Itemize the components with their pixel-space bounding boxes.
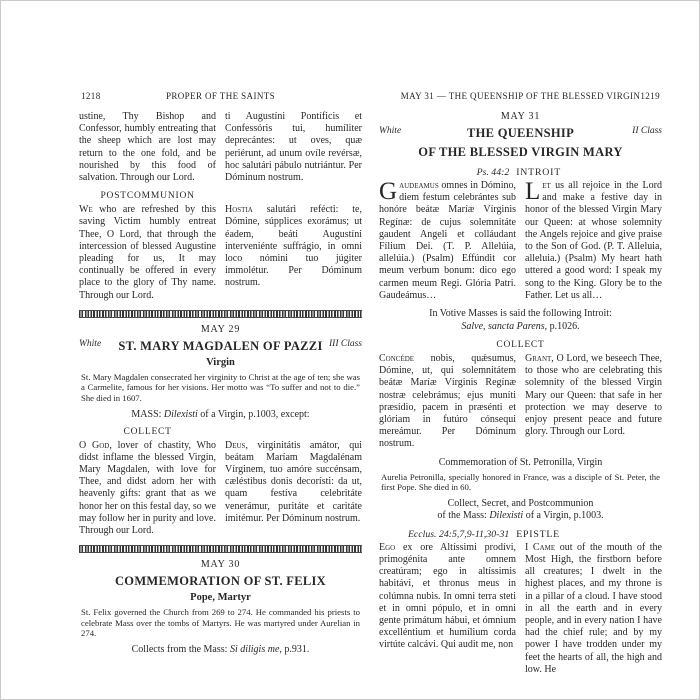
introit-latin-dropcap: G bbox=[379, 178, 398, 205]
epistle-citation-row bbox=[379, 529, 662, 540]
introit-english-dropcap: L bbox=[525, 178, 541, 205]
postcommunion-latin bbox=[225, 204, 362, 302]
augustine-continuation bbox=[79, 111, 362, 184]
may30-date: MAY 30 bbox=[200, 559, 241, 571]
right-running-title: MAY 31 — THE QUEENSHIP OF THE BLESSED VIRGIN bbox=[400, 91, 641, 101]
petronilla-mass-line2-suffix: of a Virgin, p.1003. bbox=[523, 510, 604, 522]
epistle-english-body: out of the mouth of the Most High, the firstborn before all creatures; I dwelt in the highest places, and my throne is in a pillar of a cloud. I have stood in all the earth and in every people, and in every nation I have had the chief rule; and by my power I have trodden under my feet the hearts of all, the high and low. He bbox=[525, 541, 662, 675]
may30-collects-line bbox=[79, 644, 362, 655]
may31-title-line1: THE QUEENSHIP bbox=[466, 126, 575, 140]
right-page bbox=[379, 91, 662, 682]
collect-english-body: , O Lord, we beseech Thee, to those who are celebrating this solemnity of the blessed Virgin Mary our Queen: that safe in her protection we may deserve to enjoy present peace and future glory. Through our Lord. bbox=[525, 353, 662, 438]
petronilla-heading: Commemoration of St. Petronilla, Virgin bbox=[438, 456, 603, 468]
ornament-divider bbox=[79, 545, 362, 553]
epistle-heading: EPISTLE bbox=[516, 528, 560, 540]
right-folio: 1219 bbox=[640, 91, 660, 101]
collect-latin bbox=[379, 353, 516, 451]
may30-biography: St. Felix governed the Church from 269 to 274. He commanded his priests to celebrate Mass over the tombs of Martyrs. He was martyred under Aurelian in 274. bbox=[81, 607, 360, 639]
may31-rubric: White bbox=[379, 126, 402, 136]
introit-citation: Ps. 44:2 bbox=[476, 167, 510, 178]
may31-title-row bbox=[379, 124, 662, 142]
collects-mass-name: Si diligis me bbox=[229, 644, 280, 656]
postcommunion-heading: POSTCOMMUNION bbox=[100, 191, 195, 202]
petronilla-mass-line1: Collect, Secret, and Postcommunion bbox=[447, 497, 594, 509]
petronilla-mass-line bbox=[379, 498, 662, 523]
votive-line2-suffix: , p.1026. bbox=[544, 320, 580, 332]
postcommunion-text bbox=[79, 204, 362, 302]
epistle-citation: Ecclus. 24:5,7,9-11,30-31 bbox=[407, 528, 510, 540]
may31-class: II Class bbox=[632, 126, 662, 136]
may29-date: MAY 29 bbox=[200, 323, 241, 335]
collect-english-lead: Grant bbox=[525, 353, 552, 365]
petronilla-mass-line2-prefix: of the Mass: bbox=[437, 510, 490, 522]
votive-note bbox=[379, 308, 662, 333]
left-running-title: PROPER OF THE SAINTS bbox=[165, 91, 276, 101]
may29-biography: St. Mary Magdalen consecrated her virginity to Christ at the age of ten; she was a Carmelite, famous for her visions. Her motto was “To suffer and not to die.” She died in 1607. bbox=[81, 371, 360, 404]
may30-title-row bbox=[79, 572, 362, 590]
epistle-latin-lead: Ego bbox=[379, 541, 396, 553]
may29-rubric: White bbox=[79, 338, 102, 349]
introit-latin-body: omnes in Dómino, diem festum celebrántes sub honóre beátæ Maríæ Vírginis Regínæ: de cujus solemnitáte gaudent Angeli et colláudant Fílium Dei. (T. P. Allelúia, allelúia.) (Psalm) Effúndit cor meum verbum bonum: dico ego carmen meum Regi. Glória Patri. Gaudeámus… bbox=[379, 180, 516, 301]
introit-english-lead: et bbox=[542, 180, 551, 191]
petronilla-biography: Aurelia Petronilla, specially honored in France, was a disciple of St. Peter, the first Pope. She died in 60. bbox=[381, 471, 660, 493]
may29-collect-latin-lead: Deus bbox=[225, 439, 246, 451]
mass-name: Dilexisti bbox=[163, 408, 198, 420]
may30-title: COMMEMORATION OF ST. FELIX bbox=[114, 574, 327, 589]
left-page bbox=[79, 91, 362, 682]
may31-title-line2: OF THE BLESSED VIRGIN MARY bbox=[418, 145, 623, 159]
postcommunion-english-lead: We bbox=[79, 204, 93, 216]
augustine-latin: ti Augustíni Pontíficis et Confessóris tui, humíliter deprecántes: ut oves, quæ periérunt, ad unum ovíle revérsæ, hoc salutári pábulo nutriántur. Per Dóminum nostrum. bbox=[225, 111, 362, 184]
may29-collect-latin-body: , virginitátis amátor, qui beátam Maríam Magdalénam Vírginem, tuo amóre succénsam, cæléstibus donis decorísti: da ut, quam festíva celebritáte venerámur, puritáte et caritáte imitémur. Per Dóminum nostrum. bbox=[225, 439, 362, 524]
left-running-head bbox=[79, 91, 362, 105]
mass-suffix: of a Virgin, p.1003, except: bbox=[197, 408, 310, 420]
epistle-english-lead: I Came bbox=[525, 541, 556, 553]
petronilla-mass-name: Dilexisti bbox=[489, 510, 524, 522]
may29-class: III Class bbox=[329, 338, 362, 349]
collect-heading: COLLECT bbox=[496, 340, 545, 351]
collect-english bbox=[525, 353, 662, 451]
may29-mass-line bbox=[79, 409, 362, 420]
may29-collect-text bbox=[79, 440, 362, 538]
collect-text bbox=[379, 353, 662, 451]
votive-line1: In Votive Masses is said the following Introit: bbox=[429, 308, 612, 320]
augustine-english: ustine, Thy Bishop and Confessor, humbly entreating that the sheep which are lost may return to the one fold, and be nourished by this food of salvation. Through our Lord. bbox=[79, 111, 216, 184]
left-folio: 1218 bbox=[81, 91, 101, 101]
collect-latin-body: nobis, quǽsumus, Dómine, ut, qui solemnitátem beátæ Maríæ Vírginis Regínæ nostræ celebrámus; ejus muníti præsídio, pacem in præsénti et glóriam in futúro cónsequi mereámur. Per Dóminum nostrum. bbox=[379, 353, 516, 450]
right-running-head bbox=[379, 91, 662, 105]
introit-english bbox=[525, 180, 662, 302]
postcommunion-english-body: who are refreshed by this saving Victim humbly entreat Thee, O Lord, that through the intercession of blessed Augustine pleading for us, It may continually be offered in every place to the glory of Thy name. Through our Lord. bbox=[79, 204, 216, 301]
epistle-latin bbox=[379, 542, 516, 676]
may29-subtitle: Virgin bbox=[206, 356, 235, 368]
may30-subtitle: Pope, Martyr bbox=[190, 592, 251, 604]
may29-title-row bbox=[79, 337, 362, 355]
introit-latin-lead: audeamus bbox=[399, 180, 439, 191]
may29-collect-english-body: , lover of chastity, Who didst inflame the blessed Virgin, Mary Magdalen, with love for Thee, and didst adorn her with heavenly gifts: grant that as we honor her on this festal day, so we may follow her in purity and love. Through our Lord. bbox=[79, 439, 216, 537]
epistle-latin-body: ex ore Altíssimi prodívi, primogénita ante omnem creatúram; ego in altíssimis habitávi, et thronus meus in colúmna nubis. In omni terra steti et in omni pópulo, et in omni gente primátum hábui, et ómnium excelléntium et humílium corda virtúte calcávi. Qui audit me, non bbox=[379, 541, 516, 651]
may29-title: ST. MARY MAGDALEN OF PAZZI bbox=[118, 338, 323, 353]
epistle-text bbox=[379, 542, 662, 676]
may29-collect-english-lead: O God bbox=[79, 439, 110, 451]
postcommunion-english bbox=[79, 204, 216, 302]
mass-prefix: MASS: bbox=[131, 408, 164, 420]
may29-collect-latin bbox=[225, 440, 362, 538]
postcommunion-latin-lead: Hostia bbox=[225, 204, 253, 216]
may31-date: MAY 31 bbox=[500, 111, 541, 122]
may29-collect-english bbox=[79, 440, 216, 538]
collects-suffix: , p.931. bbox=[279, 644, 310, 656]
two-page-spread bbox=[1, 1, 699, 682]
epistle-english bbox=[525, 542, 662, 676]
introit-english-body: us all rejoice in the Lord and make a festive day in honor of the blessed Virgin Mary our Queen: at whose solemnity the Angels rejoice and give praise to the Son of God. (P. T. Alleluia, alleluia.) (Psalm) My heart hath uttered a good word: I speak my song to the King. Glory be to the Father. Let us all… bbox=[525, 180, 662, 301]
may31-title-row2 bbox=[379, 143, 662, 161]
votive-introit-name: Salve, sancta Parens bbox=[461, 320, 545, 332]
collect-latin-lead: Concéde bbox=[379, 353, 415, 365]
introit-heading: INTROIT bbox=[516, 167, 562, 178]
may29-collect-heading: COLLECT bbox=[123, 426, 172, 437]
collects-prefix: Collects from the Mass: bbox=[131, 644, 230, 656]
ornament-divider bbox=[79, 310, 362, 318]
introit-latin bbox=[379, 180, 516, 302]
introit-citation-row bbox=[379, 167, 662, 178]
introit-text bbox=[379, 180, 662, 302]
postcommunion-latin-body: salutári refécti: te, Dómine, súpplices exorámus; ut éadem, beáti Augustíni interveniénte suffrágio, in omni loco nómini tuo júgiter immolétur. Per Dóminum nostrum. bbox=[225, 204, 362, 289]
